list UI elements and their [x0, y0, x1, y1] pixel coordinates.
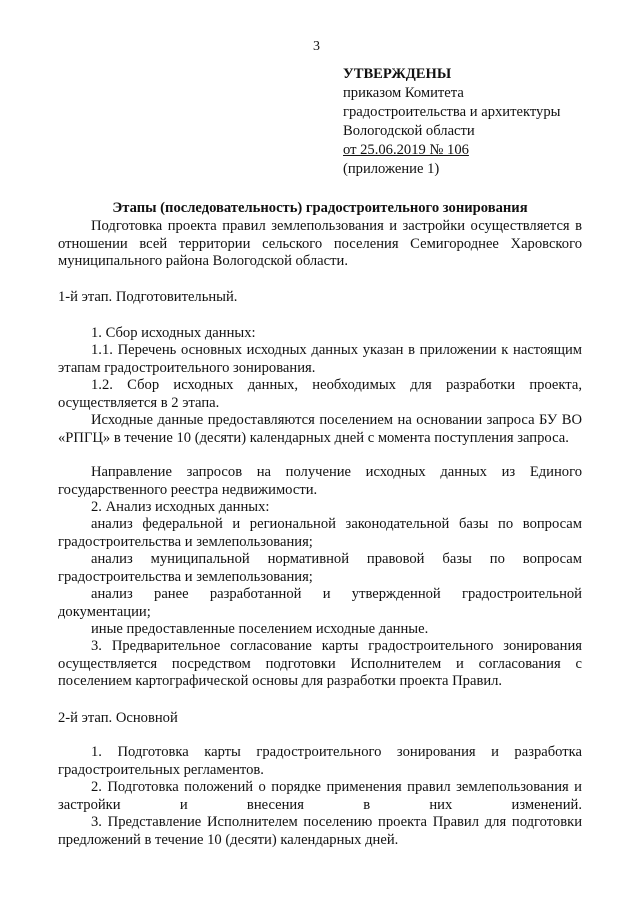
approval-stamp — [343, 65, 623, 179]
approval-line: приказом Комитета — [343, 85, 464, 101]
stage-2-item-3: 3. Представление Исполнителем поселению проекта Правил для подготовки предложений в течение 10 (десяти) календарных дней. — [58, 814, 582, 848]
stage-1-item-1-3: Исходные данные предоставляются поселением на основании запроса БУ ВО «РПГЦ» в течение 10 (десяти) календарных дней с момента поступления запроса. — [58, 412, 582, 446]
approval-heading: УТВЕРЖДЕНЫ — [343, 66, 452, 82]
stage-2-heading: 2-й этап. Основной — [58, 710, 178, 726]
stage-2-item-1: 1. Подготовка карты градостроительного зонирования и разработка градостроительных регламентов. — [58, 744, 582, 778]
approval-line: градостроительства и архитектуры — [343, 104, 561, 120]
stage-1-item-1: 1. Сбор исходных данных: — [91, 325, 256, 341]
page-number: 3 — [313, 39, 320, 54]
stage-1-item-1-4: Направление запросов на получение исходных данных из Единого государственного реестра недвижимости. — [58, 464, 582, 498]
approval-order-date: от 25.06.2019 № 106 — [343, 142, 469, 158]
stage-1-item-2-4: иные предоставленные поселением исходные данные. — [91, 621, 429, 637]
approval-line: (приложение 1) — [343, 161, 440, 177]
stage-1-item-3: 3. Предварительное согласование карты градостроительного зонирования осуществляется посредством подготовки Исполнителем и согласования с поселением картографической основы для разработки проекта Правил. — [58, 638, 582, 689]
stage-1-heading: 1-й этап. Подготовительный. — [58, 289, 238, 305]
stage-1-item-2-1: анализ федеральной и региональной законодательной базы по вопросам градостроительства и землепользования; — [58, 516, 582, 550]
intro-paragraph: Подготовка проекта правил землепользования и застройки осуществляется в отношении всей территории сельского поселения Семигороднее Харовского муниципального района Вологодской области. — [58, 218, 582, 269]
stage-1-item-2-2: анализ муниципальной нормативной правовой базы по вопросам градостроительства и землепользования; — [58, 551, 582, 585]
stage-1-item-1-2: 1.2. Сбор исходных данных, необходимых для разработки проекта, осуществляется в 2 этапа. — [58, 377, 582, 411]
approval-line: Вологодской области — [343, 123, 475, 139]
stage-1-item-1-1: 1.1. Перечень основных исходных данных указан в приложении к настоящим этапам градостроительного зонирования. — [58, 342, 582, 376]
stage-2-item-2: 2. Подготовка положений о порядке применения правил землепользования и застройки и внесения в них изменений. — [58, 779, 582, 813]
document-title: Этапы (последовательность) градостроительного зонирования — [112, 200, 528, 216]
stage-1-item-2-3: анализ ранее разработанной и утвержденной градостроительной документации; — [58, 586, 582, 620]
stage-1-item-2: 2. Анализ исходных данных: — [91, 499, 270, 515]
